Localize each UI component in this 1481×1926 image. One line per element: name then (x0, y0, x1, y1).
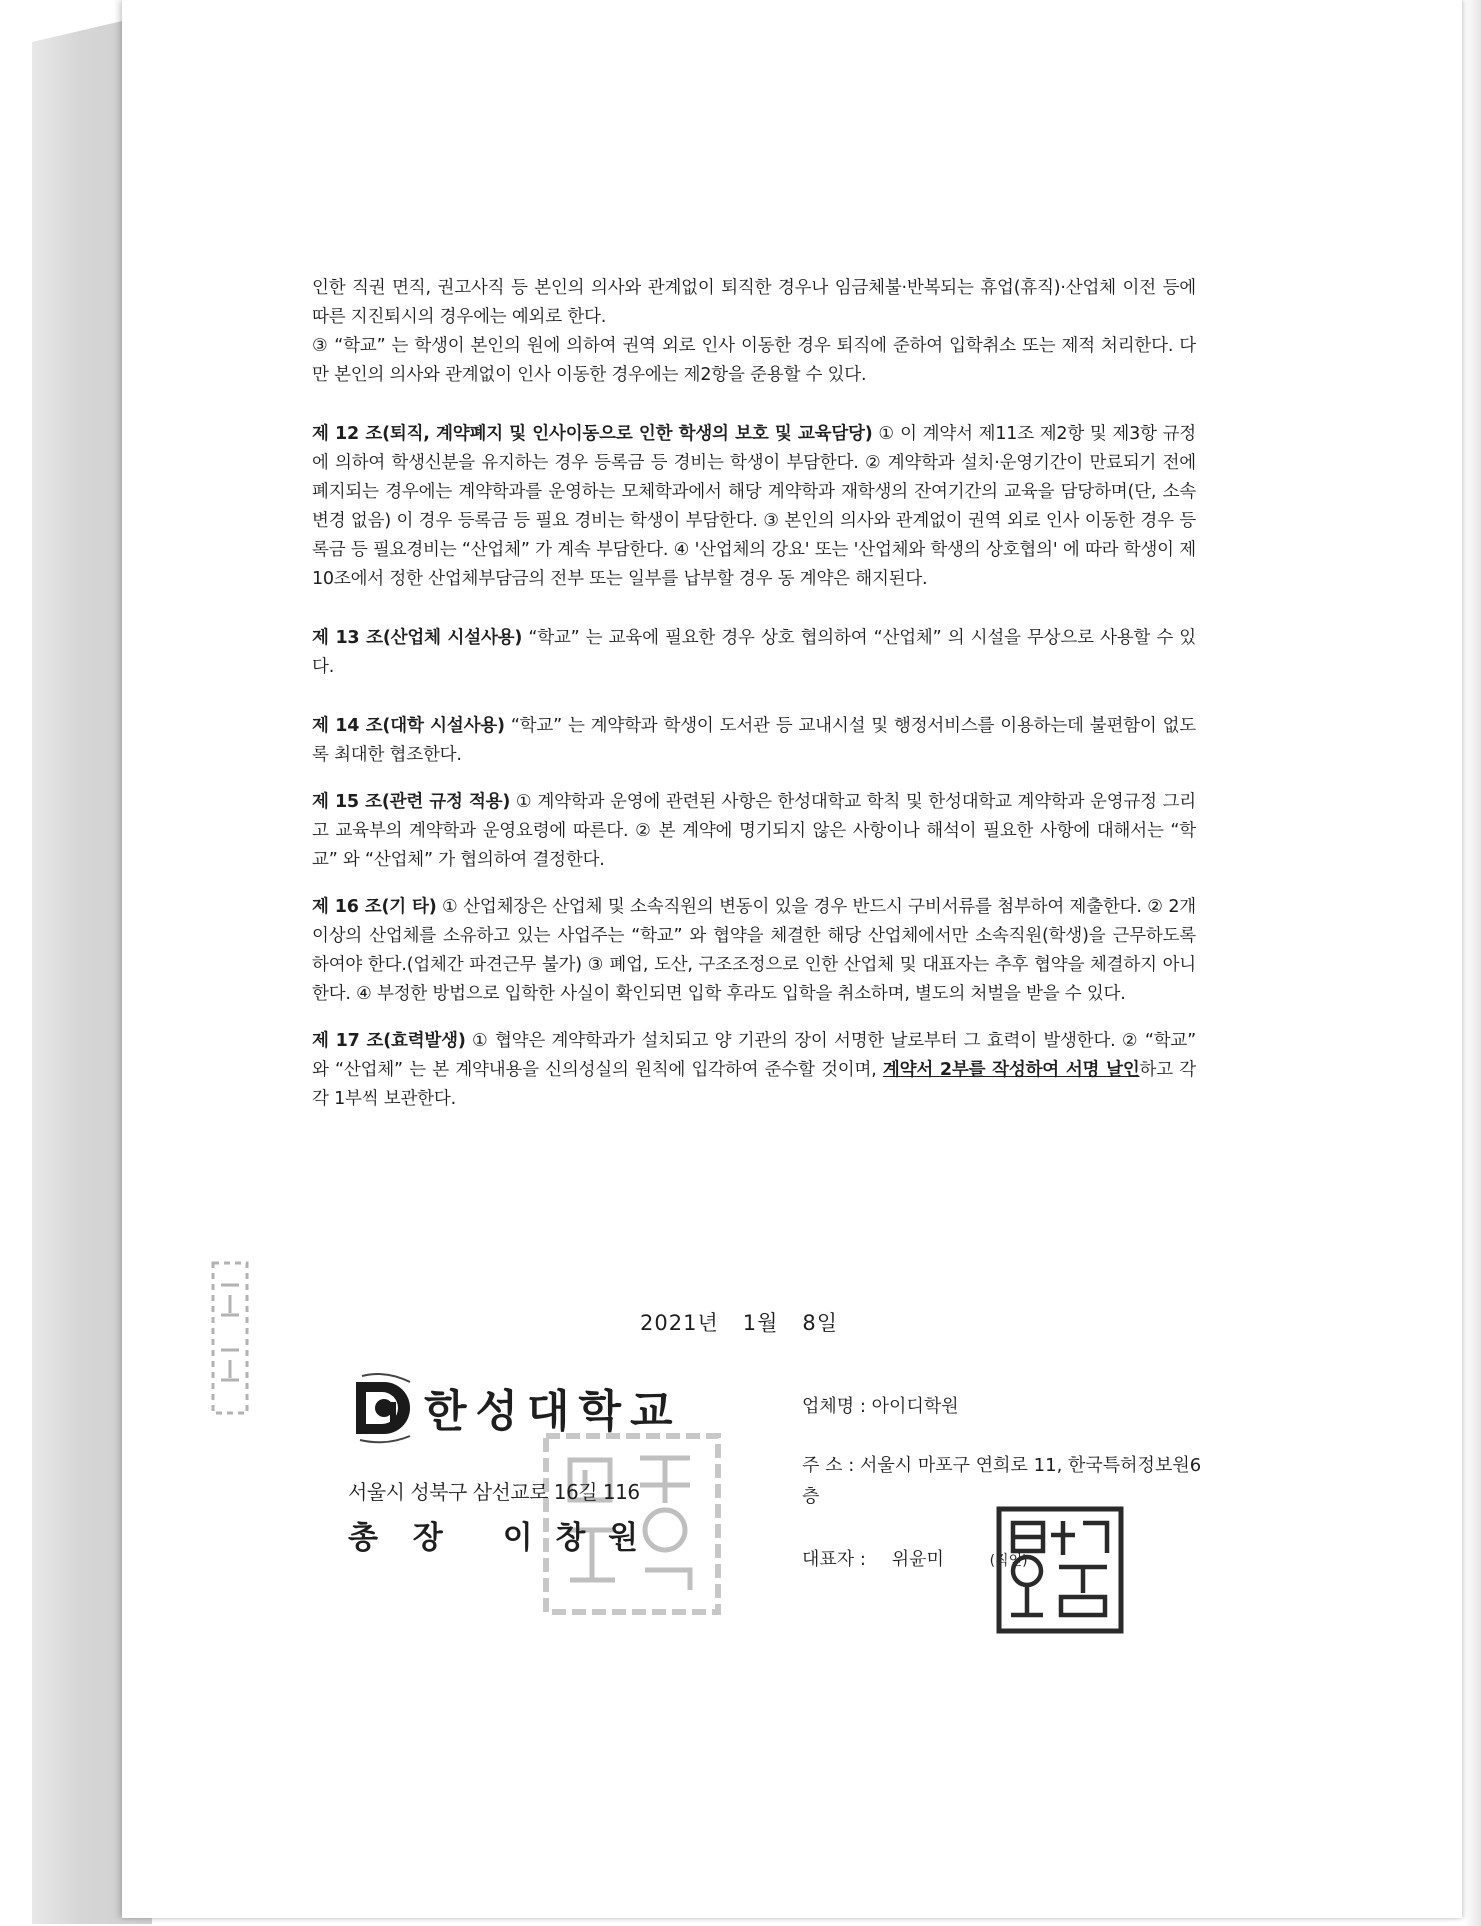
article-15 (312, 788, 1196, 875)
side-stamp-mark (207, 1255, 255, 1425)
article-16 (312, 893, 1196, 1009)
article-14-title: 제 14 조(대학 시설사용) (312, 716, 505, 736)
university-name: 한성대학교 (424, 1386, 682, 1437)
page-right-edge (1464, 0, 1481, 1926)
article-15-body: ① 계약학과 운영에 관련된 사항은 한성대학교 학칙 및 한성대학교 계약학과 운영규정 그리고 교육부의 계약학과 운영요령에 따른다. ② 본 계약에 명기되지 않은 사항이나 해석이 필요한 사항에 대해서는 “학교” 와 “산업체” 가 협의하여 결정한다. (312, 792, 1197, 870)
university-address: 서울시 성북구 삼선교로 16길 116 (348, 1480, 640, 1504)
paragraph-continued: 인한 직권 면직, 권고사직 등 본인의 의사와 관계없이 퇴직한 경우나 임금체불·반복되는 휴업(휴직)·산업체 이전 등에 따른 지진퇴시의 경우에는 예외로 한다. (312, 278, 1196, 327)
article-15-title: 제 15 조(관련 규정 적용) (312, 792, 511, 812)
article-17-body: ① 협약은 계약학과가 설치되고 양 기관의 장이 서명한 날로부터 그 효력이 발생한다. ② “학교” 와 “산업체” 는 본 계약내용을 신의성실의 원칙에 입각하여 준수할 것이며, (312, 1031, 1196, 1080)
seal-label: (직인) (989, 1553, 1028, 1569)
article-13-body: “학교” 는 교육에 필요한 경우 상호 협의하여 “산업체” 의 시설을 무상으로 사용할 수 있다. (312, 628, 1196, 677)
university-president (348, 1512, 644, 1557)
article-17 (312, 1027, 1196, 1114)
article-14-body: “학교” 는 계약학과 학생이 도서관 등 교내시설 및 행정서비스를 이용하는데 불편함이 없도록 최대한 협조한다. (312, 716, 1197, 765)
article-12-title: 제 12 조(퇴직, 계약폐지 및 인사이동으로 인한 학생의 보호 및 교육담당) (312, 424, 873, 444)
article-12-body: ① 이 계약서 제11조 제2항 및 제3항 규정에 의하여 학생신분을 유지하는 경우 등록금 등 경비는 학생이 부담한다. ② 계약학과 설치·운영기간이 만료되기 전에 폐지되는 경우에는 계약학과를 운영하는 모체학과에서 해당 계약학과 재학생의 잔여기간의 교육을 담당하며(단, 소속변경 없음) 이 경우 등록금 등 필요 경비는 학생이 부담한다. ③ 본인의 의사와 관계없이 권역 외로 인사 이동한 경우 등록금 등 필요경비는 “산업체” 가 계속 부담한다. ④ '산업체의 강요' 또는 '산업체와 학생의 상호협의' 에 따라 학생이 제10조에서 정한 산업체부담금의 전부 또는 일부를 납부할 경우 동 계약은 해지된다. (312, 424, 1196, 589)
article-17-underlined: 계약서 2부를 작성하여 서명 날인 (882, 1060, 1140, 1080)
article-17-tail: 하고 각각 1부씩 보관한다. (312, 1060, 1196, 1109)
article-12 (312, 420, 1196, 594)
contract-body (312, 274, 1196, 1114)
university-logo-icon (350, 1372, 422, 1444)
company-address: 주 소 : 서울시 마포구 연희로 11, 한국특허정보원6층 (802, 1455, 1202, 1507)
article-17-title: 제 17 조(효력발생) (312, 1031, 466, 1051)
article-16-title: 제 16 조(기 타) (312, 897, 437, 917)
date-month: 1월 (742, 1311, 779, 1335)
rep-name: 위윤미 (891, 1549, 944, 1570)
president-title: 총 장 (348, 1520, 455, 1556)
company-seal (995, 1505, 1125, 1635)
company-name: 업체명 : 아이디학원 (802, 1396, 959, 1417)
rep-label: 대표자 : (802, 1549, 866, 1570)
date-day: 8일 (802, 1311, 839, 1335)
article-13 (312, 624, 1196, 682)
article-14 (312, 712, 1196, 770)
article-13-title: 제 13 조(산업체 시설사용) (312, 628, 523, 648)
company-representative (802, 1545, 1028, 1571)
paragraph-clause-3: ③ “학교” 는 학생이 본인의 원에 의하여 권역 외로 인사 이동한 경우 퇴직에 준하여 입학취소 또는 제적 처리한다. 다만 본인의 의사와 관계없이 인사 이동한 경우에는 제2항을 준용할 수 있다. (312, 336, 1196, 385)
president-name: 이 창 원 (502, 1520, 645, 1556)
signing-date (640, 1307, 838, 1337)
article-16-body: ① 산업체장은 산업체 및 소속직원의 변동이 있을 경우 반드시 구비서류를 첨부하여 제출한다. ② 2개 이상의 산업체를 소유하고 있는 사업주는 “학교” 와 협약을 체결한 해당 산업체에서만 소속직원(학생)을 근무하도록 하여야 한다.(업체간 파견근무 불가) ③ 폐업, 도산, 구조조정으로 인한 산업체 및 대표자는 추후 협약을 체결하지 아니한다. ④ 부정한 방법으로 입학한 사실이 확인되면 입학 후라도 입학을 취소하며, 별도의 처벌을 받을 수 있다. (312, 897, 1197, 1004)
date-year: 2021년 (640, 1311, 719, 1335)
